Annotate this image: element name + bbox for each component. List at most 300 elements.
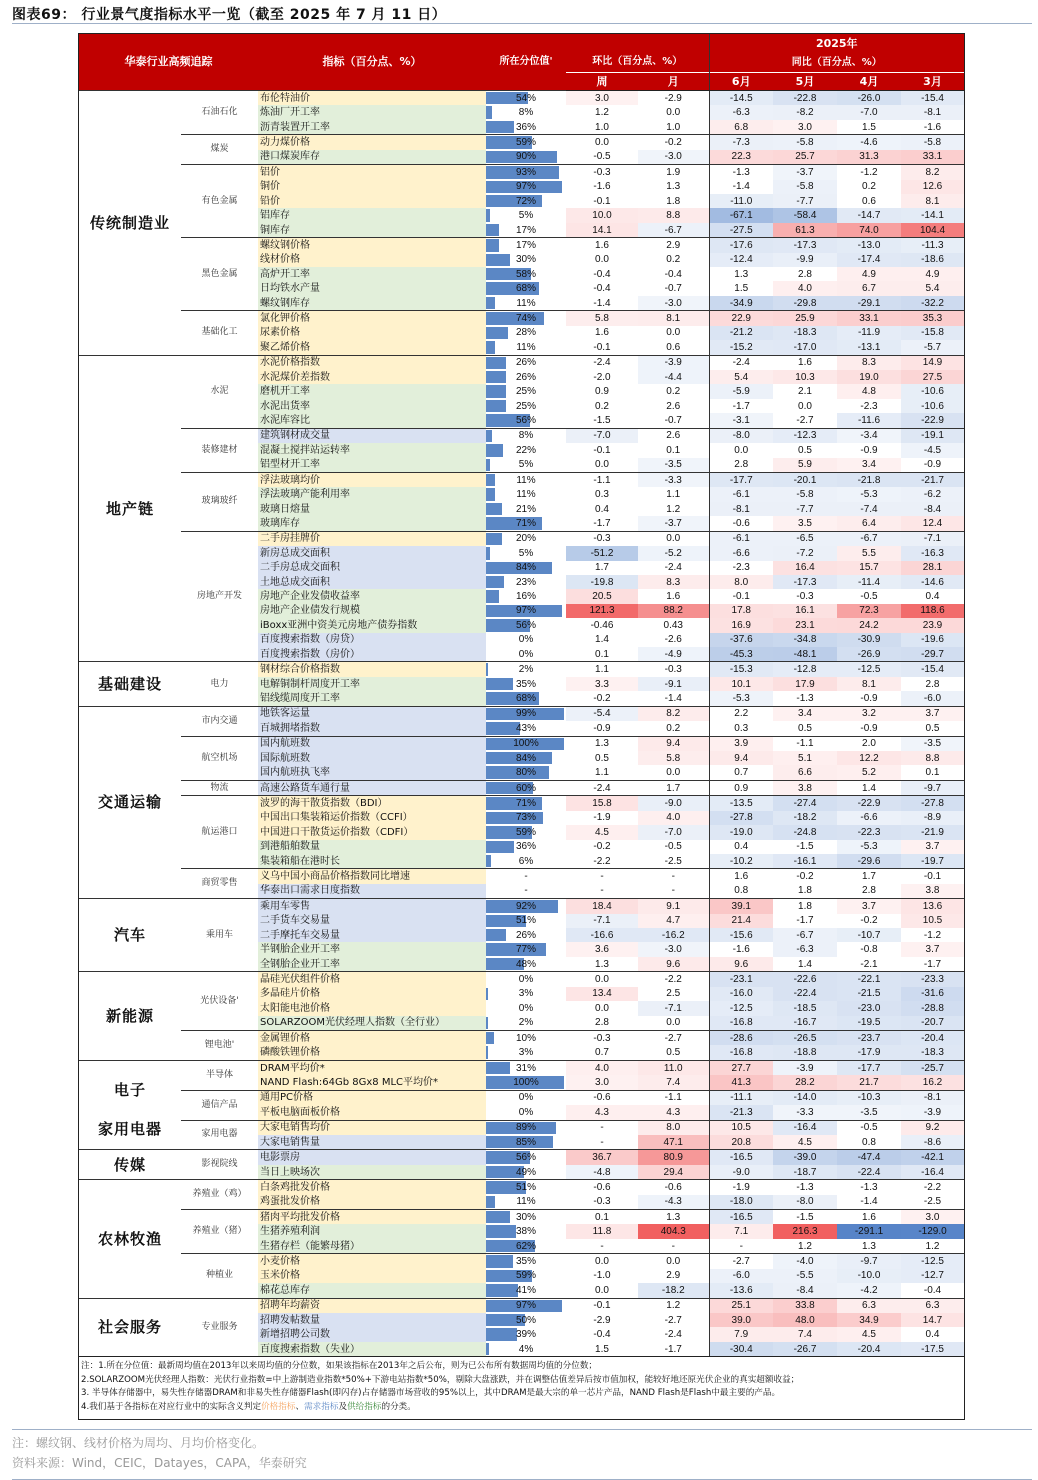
percentile-cell: [486, 1210, 566, 1225]
week-value: 10.0: [566, 208, 638, 222]
may-value: -5.8: [773, 487, 837, 501]
may-value: -39.0: [773, 1150, 837, 1165]
may-value: 61.3: [773, 223, 837, 238]
percentile-value: 25%: [515, 400, 536, 412]
jun-value: 25.1: [709, 1298, 773, 1313]
percentile-cell: [486, 1135, 566, 1150]
week-value: -0.9: [593, 722, 611, 734]
subsector-label: 市内交通: [181, 706, 258, 736]
percentile-bar: [486, 1032, 494, 1044]
may-value: 5.9: [773, 458, 837, 473]
month-value: -9.0: [638, 796, 709, 811]
jun-value: 2.8: [709, 458, 773, 473]
apr-value: 6.7: [837, 281, 901, 295]
week-value: 14.1: [566, 223, 638, 238]
month-value: 0.2: [666, 254, 681, 266]
may-value: -6.5: [773, 531, 837, 546]
indicator-name: 新房总成交面积: [258, 546, 486, 560]
mar-value: -8.1: [901, 1090, 964, 1105]
week-value: -0.1: [593, 341, 611, 353]
apr-value: -0.8: [860, 944, 878, 956]
percentile-cell: [486, 208, 566, 222]
percentile-value: 100%: [513, 1076, 539, 1088]
jun-value: 0.8: [709, 884, 773, 899]
percentile-value: 99%: [515, 708, 536, 720]
month-value: -0.6: [638, 1180, 709, 1195]
percentile-value: 85%: [515, 1136, 536, 1148]
month-value: -2.7: [638, 1031, 709, 1046]
percentile-value: 0%: [518, 1002, 534, 1014]
week-value: 0.3: [595, 489, 609, 501]
percentile-value: 73%: [515, 812, 536, 824]
mar-value: 12.4: [901, 516, 964, 531]
apr-value: -29.6: [837, 854, 901, 869]
may-value: -34.8: [773, 633, 837, 647]
percentile-cell: [486, 1327, 566, 1341]
jun-value: -16.5: [709, 1150, 773, 1165]
indicator-name: 铅价: [258, 194, 486, 208]
indicator-name: 二手房总成交面积: [258, 561, 486, 575]
mar-value: -15.8: [901, 326, 964, 340]
percentile-bar: [486, 1343, 489, 1355]
jun-value: -2.3: [709, 561, 773, 575]
mar-value: 9.2: [901, 1120, 964, 1135]
week-value: 18.4: [566, 899, 638, 914]
month-value: 1.3: [638, 1210, 709, 1225]
mar-value: 8.1: [901, 194, 964, 208]
percentile-cell: [486, 1180, 566, 1195]
week-value: 0.4: [595, 503, 609, 515]
percentile-cell: [486, 105, 566, 119]
percentile-bar: [486, 385, 506, 397]
table-row: [79, 1120, 964, 1135]
percentile-value: 26%: [515, 929, 536, 941]
jun-value: -13.6: [709, 1283, 773, 1298]
percentile-bar: [486, 929, 506, 941]
mar-value: 0.4: [925, 1329, 940, 1341]
indicator-name: 铝线缆周度开工率: [258, 691, 486, 706]
percentile-value: 56%: [515, 619, 536, 631]
indicator-name: NAND Flash:64Gb 8Gx8 MLC平均价*: [258, 1075, 486, 1090]
apr-value: 74.0: [837, 223, 901, 238]
mar-value: -16.3: [901, 546, 964, 560]
jun-value: -17.7: [709, 472, 773, 487]
week-value: -2.4: [566, 355, 638, 370]
percentile-value: 59%: [515, 136, 536, 148]
month-value: 8.2: [638, 706, 709, 721]
month-value: 8.0: [638, 1120, 709, 1135]
subsector-label: 玻璃玻纤: [181, 472, 258, 531]
may-value: -16.7: [773, 1016, 837, 1031]
indicator-name: 义乌中国小商品价格指数同比增速: [258, 869, 486, 884]
mar-value: -18.6: [901, 253, 964, 267]
indicator-name: 华泰出口需求日度指数: [258, 884, 486, 899]
percentile-cell: [486, 1269, 566, 1283]
mar-value: 8.8: [901, 751, 964, 765]
percentile-value: 2%: [518, 664, 534, 676]
footer: [12, 1433, 1038, 1473]
percentile-bar: [486, 855, 491, 867]
jun-value: -11.1: [709, 1090, 773, 1105]
may-value: -22.4: [773, 987, 837, 1001]
month-value: 47.1: [638, 1135, 709, 1150]
subsector-label: 装修建材: [181, 428, 258, 472]
week-value: 1.3: [566, 736, 638, 751]
header-apr: 4月: [837, 73, 901, 91]
mar-value: -2.2: [901, 1180, 964, 1195]
percentile-value: 11%: [516, 297, 536, 309]
subsector-label: 航空机场: [181, 736, 258, 780]
may-value: 216.3: [773, 1224, 837, 1238]
mar-value: -21.9: [901, 825, 964, 839]
percentile-cell: [486, 633, 566, 647]
percentile-cell: [486, 561, 566, 575]
percentile-cell: [486, 884, 566, 899]
indicator-name: 磷酸铁锂价格: [258, 1045, 486, 1060]
apr-value: 5.2: [837, 765, 901, 780]
percentile-value: -: [524, 885, 528, 897]
apr-value: 8.3: [837, 355, 901, 370]
jun-value: 3.9: [709, 736, 773, 751]
jun-value: 8.0: [709, 575, 773, 589]
apr-value: -11.4: [837, 575, 901, 589]
apr-value: -9.7: [837, 1254, 901, 1269]
percentile-value: 71%: [515, 797, 536, 809]
percentile-value: 26%: [515, 357, 536, 369]
apr-value: 24.2: [837, 618, 901, 632]
may-value: -22.8: [773, 91, 837, 106]
may-value: -22.6: [773, 972, 837, 987]
figure-title: 图表69： 行业景气度指标水平一览（截至 2025 年 7 月 11 日）: [12, 7, 447, 23]
month-value: 2.9: [638, 238, 709, 253]
week-value: 15.8: [566, 796, 638, 811]
percentile-bar: [486, 239, 499, 251]
mar-value: -9.7: [901, 780, 964, 795]
subsector-label: 养殖业（鸡）: [181, 1180, 258, 1210]
percentile-value: 97%: [515, 1300, 536, 1312]
legend-demand: 需求指标: [304, 1402, 339, 1413]
percentile-value: 100%: [513, 738, 539, 750]
jun-value: -1.7: [709, 399, 773, 413]
may-value: -16.1: [773, 854, 837, 869]
mar-value: -16.4: [901, 1165, 964, 1180]
week-value: 0.0: [566, 135, 638, 150]
percentile-bar: [486, 503, 502, 515]
percentile-value: -: [524, 871, 528, 883]
jun-value: 16.9: [709, 618, 773, 632]
week-value: 4.0: [566, 1060, 638, 1075]
may-value: 3.4: [773, 706, 837, 721]
mar-value: 1.2: [925, 1240, 940, 1252]
percentile-value: 11%: [516, 1196, 536, 1208]
jun-value: 0.3: [709, 721, 773, 736]
jun-value: -21.3: [709, 1105, 773, 1120]
indicator-name: 晶硅光伏组件价格: [258, 972, 486, 987]
percentile-value: 0%: [518, 1106, 534, 1118]
percentile-cell: [486, 706, 566, 721]
table-row: [79, 135, 964, 150]
mar-value: 12.6: [901, 180, 964, 194]
apr-value: -0.5: [837, 1120, 901, 1135]
subsector-label: 半导体: [181, 1060, 258, 1090]
header-year: 2025年: [709, 34, 964, 53]
mar-value: -17.5: [901, 1342, 964, 1356]
footer-note: 注：螺纹钢、线材价格为周均、月均价格变化。: [12, 1435, 265, 1450]
jun-value: -14.5: [709, 91, 773, 106]
may-value: -18.7: [773, 1165, 837, 1180]
may-value: -1.7: [796, 915, 814, 927]
jun-value: 21.4: [709, 914, 773, 928]
table-row: [79, 1031, 964, 1046]
mar-value: -19.1: [901, 428, 964, 443]
month-value: -3.3: [638, 472, 709, 487]
mar-value: 0.5: [925, 722, 940, 734]
note-1: 注：1.所在分位值：最新周均值在2013年以来周均值的分位数，如果该指标在2013年之后公布，则为已公布所有数据周均值的分位数；: [81, 1361, 598, 1372]
indicator-name: 国内航班数: [258, 736, 486, 751]
percentile-cell: [486, 840, 566, 854]
percentile-cell: [486, 91, 566, 106]
percentile-bar: [486, 722, 520, 734]
week-value: 0.1: [595, 648, 609, 660]
indicator-name: 小麦价格: [258, 1254, 486, 1269]
percentile-cell: [486, 472, 566, 487]
percentile-cell: [486, 1031, 566, 1046]
mar-value: -7.1: [901, 531, 964, 546]
week-value: 5.8: [566, 311, 638, 326]
mar-value: 33.1: [901, 150, 964, 165]
indicator-name: 招聘年均薪资: [258, 1298, 486, 1313]
week-value: 0.0: [595, 459, 609, 471]
mar-value: -22.9: [901, 413, 964, 428]
jun-value: -6.1: [709, 487, 773, 501]
percentile-value: 0%: [518, 648, 534, 660]
percentile-bar: [486, 1328, 517, 1340]
apr-value: -17.7: [837, 1060, 901, 1075]
may-value: -12.8: [773, 662, 837, 677]
indicator-name: 铜价: [258, 180, 486, 194]
percentile-value: 68%: [515, 283, 536, 295]
mar-value: -12.5: [901, 1254, 964, 1269]
week-value: -1.9: [593, 812, 611, 824]
indicator-name: 二手房挂牌价: [258, 531, 486, 546]
may-value: 3.0: [773, 120, 837, 135]
apr-value: 1.3: [862, 1240, 876, 1252]
jun-value: 0.4: [709, 840, 773, 854]
week-value: -0.3: [566, 1031, 638, 1046]
percentile-value: 0%: [518, 1092, 534, 1104]
mar-value: 27.5: [901, 370, 964, 384]
percentile-cell: [486, 311, 566, 326]
indicator-name: 房地产企业债发行规模: [258, 604, 486, 618]
apr-value: 15.7: [837, 561, 901, 575]
week-value: -1.1: [566, 472, 638, 487]
month-value: -: [638, 869, 709, 884]
percentile-value: 5%: [518, 210, 534, 222]
apr-value: -3.5: [837, 1105, 901, 1120]
may-value: -5.8: [773, 135, 837, 150]
week-value: -0.6: [566, 1090, 638, 1105]
header-week: 周: [566, 73, 638, 91]
apr-value: -21.5: [837, 987, 901, 1001]
week-value: 0.9: [595, 386, 609, 398]
percentile-cell: [486, 458, 566, 473]
percentile-bar: [486, 106, 492, 118]
may-value: 5.1: [773, 751, 837, 765]
month-value: -5.2: [638, 546, 709, 560]
mar-value: -19.6: [901, 633, 964, 647]
note-4: [81, 1401, 962, 1415]
table-row: [79, 1150, 964, 1165]
apr-value: 8.1: [837, 677, 901, 691]
indicator-name: 炼油厂开工率: [258, 105, 486, 119]
week-value: 121.3: [566, 604, 638, 618]
month-value: -3.5: [638, 458, 709, 473]
percentile-cell: [486, 281, 566, 295]
percentile-cell: [486, 604, 566, 618]
jun-value: 5.4: [709, 370, 773, 384]
percentile-bar: [486, 576, 504, 588]
subsector-label: 通信产品: [181, 1090, 258, 1120]
percentile-value: 48%: [515, 958, 536, 970]
mar-value: 16.2: [901, 1075, 964, 1090]
percentile-value: 11%: [516, 474, 536, 486]
jun-value: 20.8: [709, 1135, 773, 1150]
may-value: -3.9: [773, 1060, 837, 1075]
percentile-value: 36%: [515, 841, 536, 853]
apr-value: -47.4: [837, 1150, 901, 1165]
mar-value: 6.3: [901, 1298, 964, 1313]
may-value: -8.4: [773, 1283, 837, 1298]
percentile-value: 8%: [518, 430, 534, 442]
may-value: 25.7: [773, 150, 837, 165]
table-body: [79, 91, 964, 1357]
apr-value: 12.2: [837, 751, 901, 765]
percentile-cell: [486, 1060, 566, 1075]
month-value: -2.4: [664, 562, 682, 574]
apr-value: -29.1: [837, 296, 901, 311]
month-value: 0.2: [666, 722, 681, 734]
may-value: -3.7: [773, 165, 837, 180]
month-value: 9.6: [638, 957, 709, 972]
subsector-label: 养殖业（猪）: [181, 1210, 258, 1254]
jun-value: -0.6: [709, 516, 773, 531]
header-sector: 华泰行业高频追踪: [79, 34, 258, 91]
percentile-value: 23%: [515, 576, 536, 588]
jun-value: 39.1: [709, 899, 773, 914]
week-value: -0.6: [566, 1180, 638, 1195]
mar-value: 35.3: [901, 311, 964, 326]
may-value: 16.4: [773, 561, 837, 575]
percentile-bar: [486, 357, 506, 369]
table-row: [79, 736, 964, 751]
percentile-cell: [486, 589, 566, 603]
mar-value: 0.1: [925, 767, 940, 779]
percentile-bar: [486, 1062, 510, 1074]
apr-value: 0.8: [862, 1136, 876, 1148]
apr-value: -26.9: [837, 647, 901, 662]
sector-label: 电子: [79, 1060, 181, 1120]
percentile-value: 5%: [518, 547, 534, 559]
percentile-bar: [486, 1225, 516, 1237]
apr-value: -5.3: [837, 487, 901, 501]
mar-value: -28.8: [901, 1001, 964, 1015]
indicator-name: 大家电销售均价: [258, 1120, 486, 1135]
week-value: -2.9: [593, 1314, 611, 1326]
indicator-name: 多晶硅片价格: [258, 987, 486, 1001]
apr-value: -5.3: [837, 840, 901, 854]
month-value: -3.0: [638, 942, 709, 956]
month-value: 2.9: [666, 1270, 681, 1282]
month-value: 0.43: [663, 619, 683, 631]
week-value: 4.5: [566, 825, 638, 839]
week-value: 1.0: [595, 121, 609, 133]
week-value: -0.5: [593, 151, 611, 163]
indicator-name: 棉花总库存: [258, 1283, 486, 1298]
indicator-name: 日均铁水产量: [258, 281, 486, 295]
week-value: 1.1: [566, 662, 638, 677]
percentile-value: 43%: [515, 722, 536, 734]
subsector-label: 商贸零售: [181, 869, 258, 899]
apr-value: -0.2: [860, 915, 878, 927]
indicator-name: 沥青装置开工率: [258, 120, 486, 135]
percentile-cell: [486, 487, 566, 501]
percentile-cell: [486, 677, 566, 691]
indicator-name: 波罗的海干散货指数（BDI）: [258, 796, 486, 811]
percentile-value: 77%: [515, 944, 536, 956]
percentile-value: 74%: [515, 313, 536, 325]
jun-value: -13.5: [709, 796, 773, 811]
month-value: -3.9: [638, 355, 709, 370]
percentile-cell: [486, 1313, 566, 1327]
month-value: -2.7: [664, 1314, 682, 1326]
percentile-value: 2%: [518, 1017, 534, 1029]
week-value: -0.2: [593, 841, 611, 853]
percentile-cell: [486, 238, 566, 253]
percentile-cell: [486, 194, 566, 208]
apr-value: -12.5: [837, 662, 901, 677]
mar-value: -1.2: [923, 929, 942, 941]
month-value: 0.0: [666, 327, 681, 339]
indicator-name: 金属锂价格: [258, 1031, 486, 1046]
week-value: -16.6: [566, 928, 638, 942]
note-4-text: 4.我们基于各指标在对应行业中的实际含义判定: [81, 1402, 262, 1413]
table-row: [79, 972, 964, 987]
week-value: -0.3: [566, 165, 638, 180]
subsector-label: 专业服务: [181, 1298, 258, 1356]
mar-value: -1.6: [923, 121, 942, 133]
month-value: -2.9: [638, 91, 709, 106]
note-2: 2.SOLARZOOM光伏经理人指数：光伏行业指数=中上游制造业指数*50%+下游电站指数*50%，剔除大盘涨跌，并在调整估值差异后按市值加权，能较好地还原光伏企业的真实超额收益；: [81, 1374, 800, 1385]
week-value: -: [600, 1240, 604, 1252]
percentile-value: 50%: [515, 1314, 536, 1326]
mar-value: 3.7: [901, 942, 964, 956]
percentile-value: 71%: [515, 517, 536, 529]
jun-value: 0.9: [709, 780, 773, 795]
jun-value: 27.7: [709, 1060, 773, 1075]
table-row: [79, 311, 964, 326]
month-value: 4.7: [638, 914, 709, 928]
month-value: -2.5: [664, 855, 682, 867]
percentile-value: 31%: [515, 1062, 536, 1074]
sector-label: 汽车: [79, 899, 181, 972]
percentile-value: 21%: [515, 503, 536, 515]
percentile-bar: [486, 1046, 488, 1058]
may-value: 0.0: [798, 400, 812, 412]
indicator-name: 国际航班数: [258, 751, 486, 765]
indicator-name: 螺纹钢价格: [258, 238, 486, 253]
mar-value: -15.4: [901, 91, 964, 106]
indicator-name: 铝型材开工率: [258, 458, 486, 473]
